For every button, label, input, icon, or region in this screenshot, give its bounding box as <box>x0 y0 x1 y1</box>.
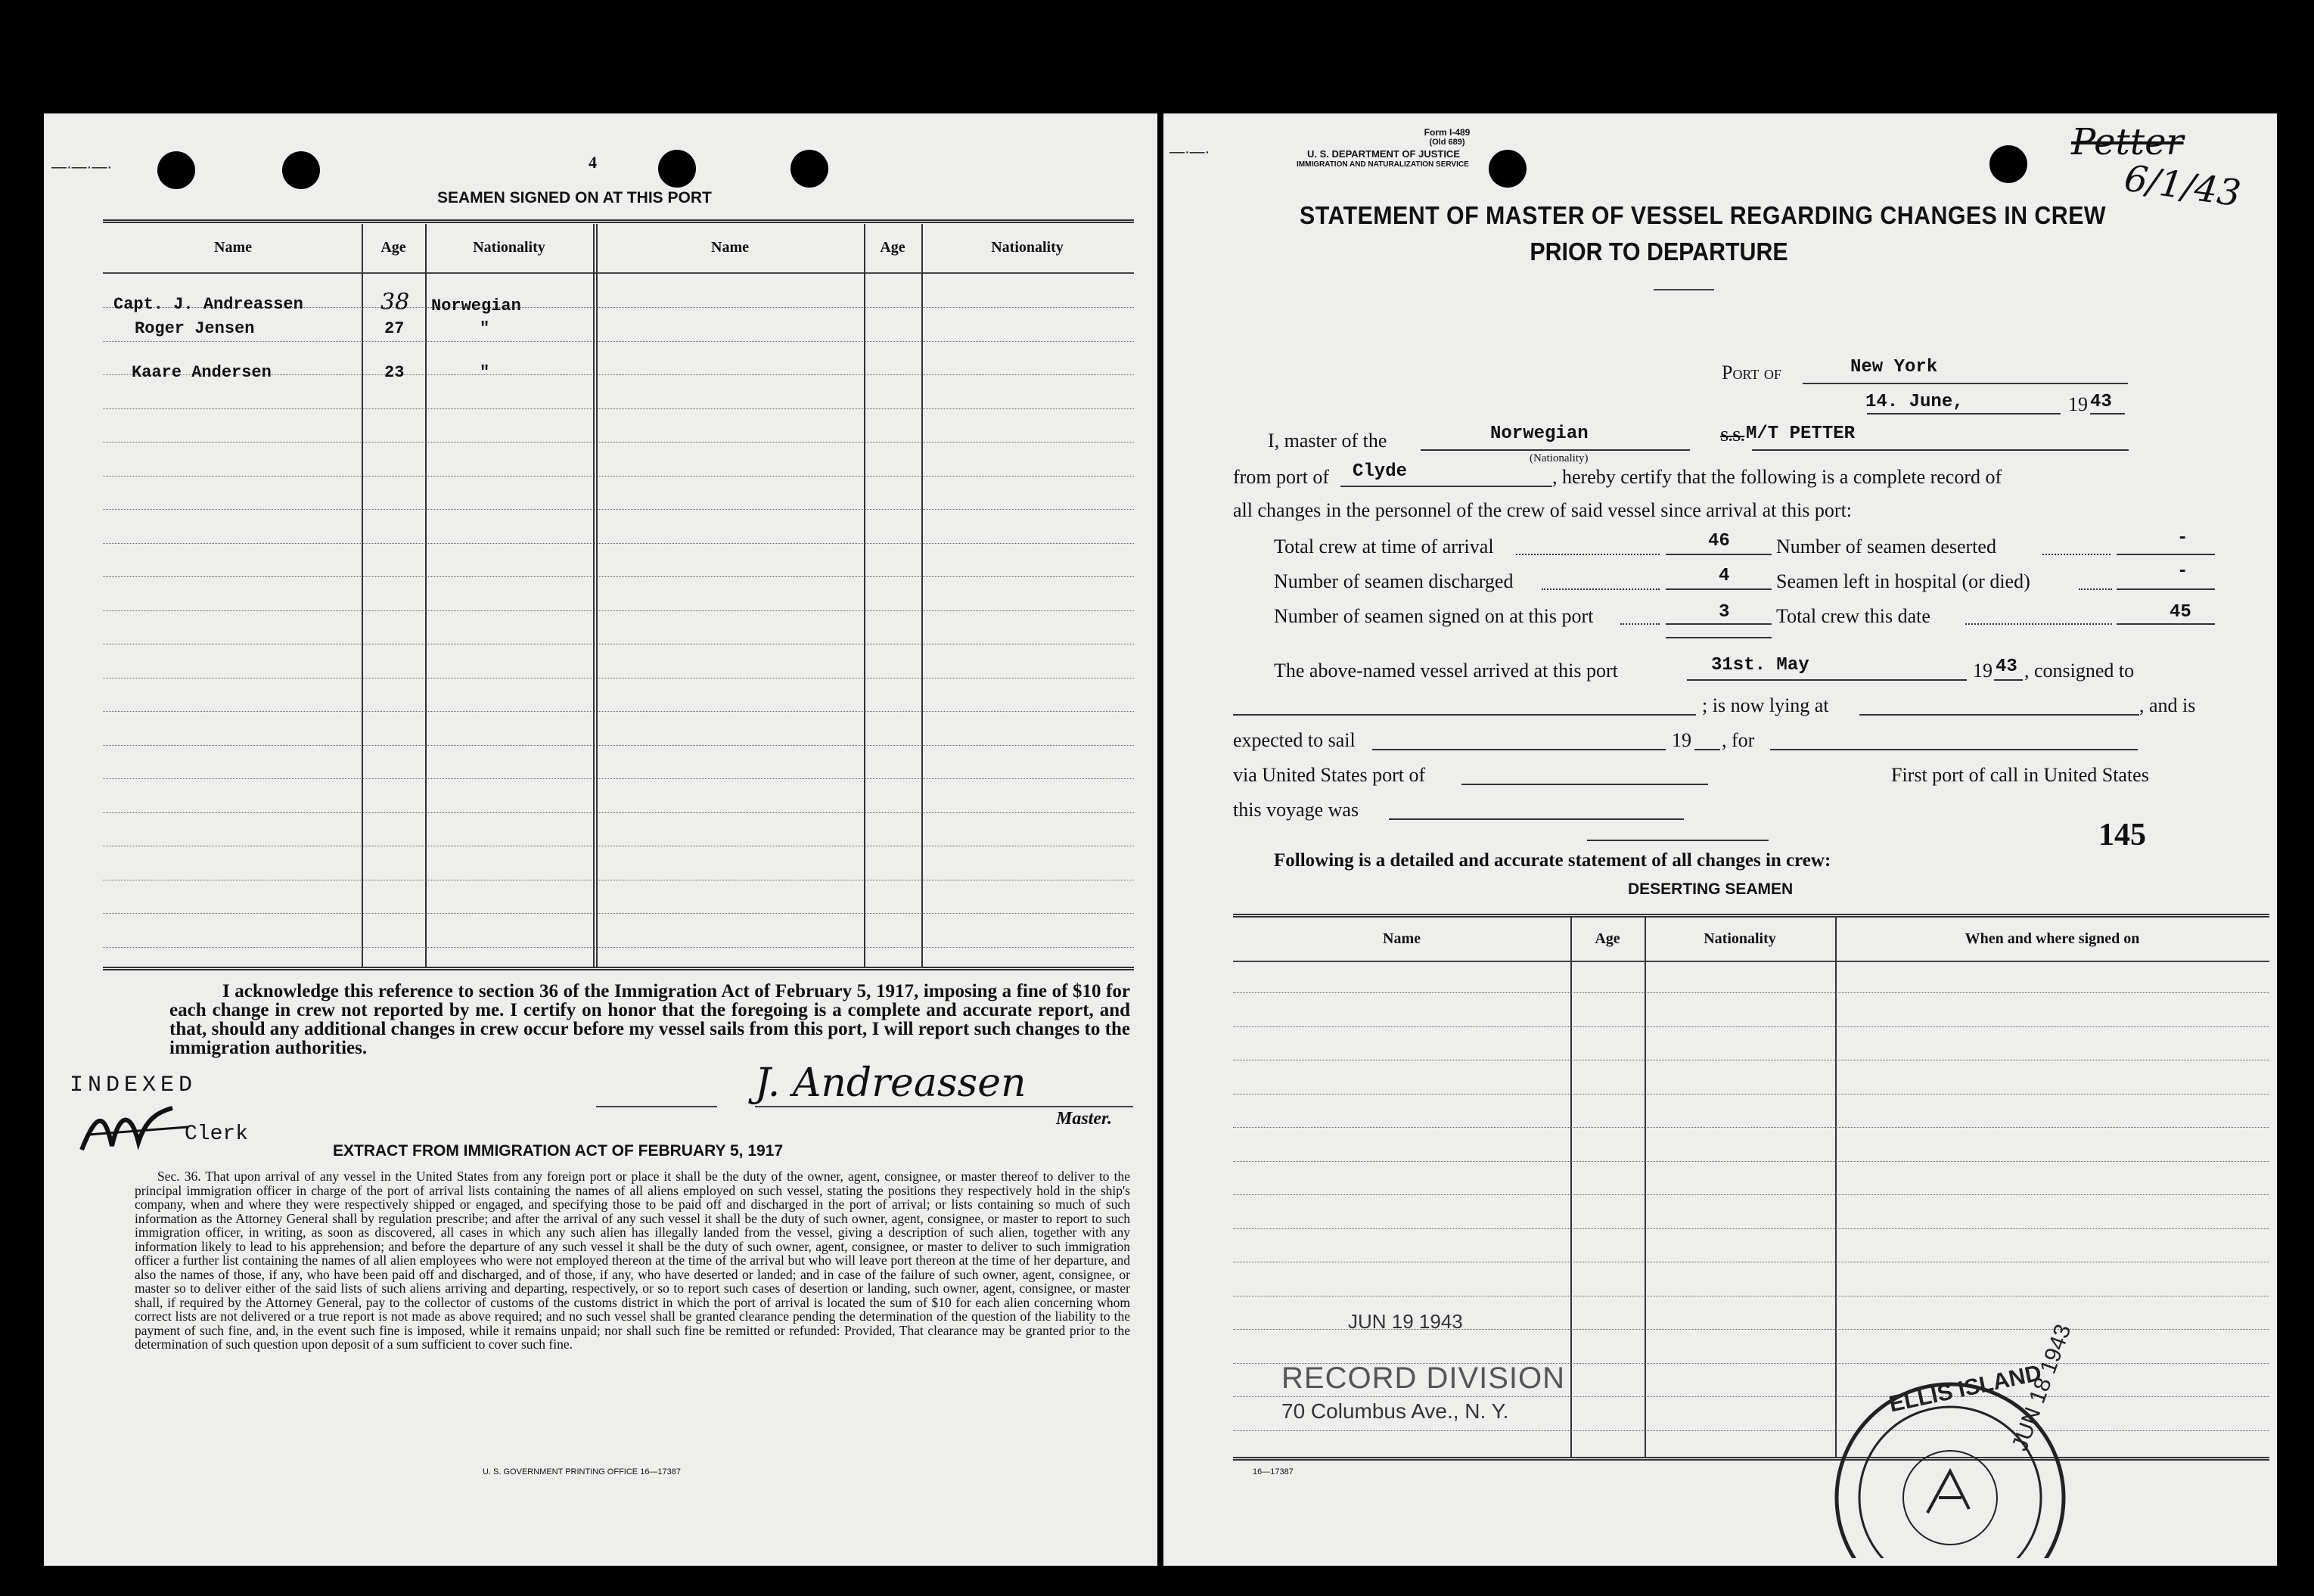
leader-dots <box>1620 623 1660 625</box>
right-page <box>1163 113 2277 1566</box>
acknowledgement-text: I acknowledge this reference to section 36 of the Immigration Act of February 5, 1917, imposing a fine of $10 for each change in crew not reported by me. I certify on honor that the foregoing is a complete and accurate report, and that, should any additional changes in crew occur before my vessel sails from this port, I will report such changes to the immigration authorities. <box>169 981 1130 1058</box>
voyage-line-2 <box>1587 840 1769 841</box>
table-title: SEAMEN SIGNED ON AT THIS PORT <box>437 189 712 206</box>
table-row-line <box>103 778 1134 779</box>
discharged-value: 4 <box>1719 566 1730 586</box>
table-row-line <box>103 913 1134 914</box>
table-row-line <box>1233 1127 2269 1128</box>
signed-on-label: Number of seamen signed on at this port <box>1274 605 1594 627</box>
col-header-age: Age <box>880 239 905 256</box>
total-crew-arrival-label: Total crew at time of arrival <box>1274 536 1494 557</box>
form-number: Form I-489 <box>1424 127 1471 138</box>
hospital-label: Seamen left in hospital (or died) <box>1776 570 2030 592</box>
via-line <box>1461 784 1708 785</box>
circle-stamp-text: ELLIS ISLAND <box>1887 1360 2044 1417</box>
master-label: Master. <box>1056 1109 1113 1129</box>
extract-title: EXTRACT FROM IMMIGRATION ACT OF FEBRUARY 5, 1917 <box>333 1142 784 1160</box>
row-nationality: " <box>480 319 490 338</box>
value-line <box>2117 588 2215 590</box>
stamped-number: 145 <box>2098 818 2146 852</box>
date-line <box>1867 413 2061 415</box>
port-value: New York <box>1850 357 1938 377</box>
pen-mark: —·—· <box>1169 144 1210 160</box>
section-36-text: Sec. 36. That upon arrival of any vessel in the United States from any foreign port or place it shall be the duty of the owner, agent, consignee, or master thereof to deliver to the principal immigration officer in charge of the port of arrival lists containing the names of all aliens employed on such vessel, stating the positions they respectively hold in the ship's company, when and where they were respectively shipped or engaged, and specifying those to be paid off and discharged in the port of arrival; or lists containing so much of such information as the Attorney General shall by regulation prescribe; and after the arrival of any such vessel it shall be the duty of such owner, agent, consignee, or master to report to such immigration officer, in writing, as soon as discovered, all cases in which any such alien has illegally landed from the vessel, giving a description of such alien, together with any information likely to lead to his apprehension; and before the departure of any such vessel it shall be the duty of such owner, agent, consignee, or master to deliver to such immigration officer a further list containing the names of all alien employees who were not employed thereon at the time of the arrival but who will leave port thereon at the time of her departure, and also the names of those, if any, who have been paid off and discharged, and of those, if any, who have deserted or landed; and in case of the failure of such owner, agent, consignee, or master so to deliver either of the said lists of such aliens arriving and departing, respectively, or so to report such cases of desertion or landing, such owner, agent, consignee, or master shall, if required by the Attorney General, pay to the collector of customs of the customs district in which the port of arrival is located the sum of $10 for each alien concerning whom correct lists are not delivered or a true report is not made as above required; and no such vessel shall be granted clearance pending the determination of the question of the liability to the payment of such fine, and, in the event such fine is imposed, while it remains unpaid; nor shall such fine be remitted or refunded: Provided, That clearance may be granted prior to the determination of such question upon deposit of a sum sufficient to cover such fine. <box>135 1169 1130 1352</box>
port-line <box>1803 383 2128 384</box>
following-text: Following is a detailed and accurate statement of all changes in crew: <box>1274 850 1831 871</box>
center-divider <box>593 224 598 967</box>
and-is-label: , and is <box>2139 694 2196 716</box>
arrived-label: The above-named vessel arrived at this port <box>1274 660 1618 682</box>
master-of-label: I, master of the <box>1268 430 1387 452</box>
table-row-line <box>103 947 1134 948</box>
row-name: Capt. J. Andreassen <box>113 295 303 314</box>
leader-dots <box>1542 588 1660 590</box>
header-rule <box>103 272 1134 274</box>
table-row-line <box>1233 1094 2269 1095</box>
table-row-line <box>103 341 1134 342</box>
row-age: 38 <box>380 289 410 315</box>
punch-hole <box>282 151 320 189</box>
indexed-stamp: INDEXED <box>70 1073 197 1098</box>
row-age: 27 <box>384 319 405 338</box>
table-row-line <box>103 543 1134 544</box>
column-divider <box>864 224 865 967</box>
arrived-value: 31st. May <box>1711 655 1809 675</box>
punch-hole <box>790 150 828 188</box>
from-port-value: Clyde <box>1353 461 1408 482</box>
year-line <box>1694 749 1720 750</box>
form-footer-number: 16—17387 <box>1253 1467 1294 1476</box>
table-bottom-rule <box>103 967 1134 970</box>
total-today-value: 45 <box>2170 602 2191 623</box>
pen-mark: —·—·—· <box>51 159 112 175</box>
expected-line <box>1372 749 1666 750</box>
total-today-label: Total crew this date <box>1776 605 1930 627</box>
lying-label: ; is now lying at <box>1702 694 1829 716</box>
punch-hole <box>1489 150 1527 188</box>
col-header-nationality: Nationality <box>473 239 545 256</box>
col-header-name: Name <box>711 239 749 256</box>
total-crew-arrival-value: 46 <box>1708 531 1730 551</box>
deserting-top-rule <box>1233 914 2269 918</box>
year-prefix: 19 <box>2068 393 2088 415</box>
row-nationality: Norwegian <box>431 297 521 315</box>
clerk-label: Clerk <box>185 1122 249 1146</box>
title-rule <box>1654 289 1714 290</box>
table-row-line <box>103 745 1134 746</box>
handwritten-vessel-name: Petter <box>2071 121 2184 163</box>
form-title-line1: STATEMENT OF MASTER OF VESSEL REGARDING CHANGES IN CREW <box>1300 201 2107 229</box>
from-port-label: from port of <box>1233 466 1330 488</box>
for-line <box>1770 749 2138 750</box>
column-divider <box>921 224 923 967</box>
expected-year: 19 <box>1672 729 1691 751</box>
sum-line <box>1666 637 1772 638</box>
year-value: 43 <box>2090 392 2112 412</box>
value-line <box>1666 623 1772 625</box>
table-row-line <box>1233 1194 2269 1195</box>
table-row-line <box>103 610 1134 611</box>
col-header-nationality: Nationality <box>1704 930 1776 947</box>
voyage-label: this voyage was <box>1233 799 1359 821</box>
deserting-header-rule <box>1233 961 2269 962</box>
col-header-age: Age <box>380 239 406 256</box>
nationality-value: Norwegian <box>1490 424 1589 444</box>
year-line <box>1994 679 2023 681</box>
discharged-label: Number of seamen discharged <box>1274 570 1514 592</box>
column-divider <box>425 224 427 967</box>
form-title-line2: PRIOR TO DEPARTURE <box>1530 238 1788 265</box>
ellis-island-stamp <box>1799 1316 2101 1558</box>
leader-dots <box>1516 554 1660 555</box>
table-row-line <box>1233 1161 2269 1162</box>
deserted-label: Number of seamen deserted <box>1776 536 1996 557</box>
value-line <box>2117 554 2215 555</box>
service: IMMIGRATION AND NATURALIZATION SERVICE <box>1297 160 1469 169</box>
printer-line: U. S. GOVERNMENT PRINTING OFFICE 16—17387 <box>483 1467 682 1476</box>
row-age: 23 <box>384 363 405 382</box>
certify-text: , hereby certify that the following is a complete record of <box>1552 466 2002 488</box>
leader-dots <box>2079 588 2112 590</box>
signed-on-value: 3 <box>1719 602 1730 623</box>
col-header-name: Name <box>214 239 252 256</box>
row-name: Kaare Andersen <box>132 363 272 382</box>
handwritten-date: 6/1/43 <box>2121 157 2244 216</box>
records-stamp-line1: RECORD DIVISION <box>1281 1362 1566 1395</box>
from-port-line <box>1340 486 1552 487</box>
table-row-line <box>1233 1026 2269 1027</box>
port-label: Port of <box>1722 362 1781 383</box>
arrived-line <box>1687 679 1967 681</box>
vessel-line <box>1752 449 2129 451</box>
voyage-line <box>1389 818 1684 820</box>
table-top-rule <box>103 219 1134 223</box>
first-port-label: First port of call in United States <box>1891 764 2149 786</box>
arrived-year: 43 <box>1996 657 2017 677</box>
deserted-value: - <box>2177 528 2188 548</box>
arrived-year-prefix: 19 <box>1973 660 1993 682</box>
expected-label: expected to sail <box>1233 729 1356 751</box>
signature-line <box>755 1106 1133 1107</box>
form-old-number: (Old 689) <box>1429 138 1465 147</box>
consigned-label: , consigned to <box>2024 660 2135 682</box>
table-row-line <box>103 576 1134 577</box>
value-line <box>1666 588 1772 590</box>
table-row-line <box>103 812 1134 813</box>
records-stamp-line2: 70 Columbus Ave., N. Y. <box>1281 1399 1509 1423</box>
signature-line <box>596 1106 717 1107</box>
page-number: 4 <box>589 153 597 172</box>
column-divider <box>1570 917 1572 1457</box>
department: U. S. DEPARTMENT OF JUSTICE <box>1307 148 1460 160</box>
row-nationality: " <box>480 363 490 382</box>
col-header-signed-on: When and where signed on <box>1965 930 2140 947</box>
circle-stamp-date: JUN 18 1943 <box>2007 1321 2076 1455</box>
table-row-line <box>103 408 1134 409</box>
punch-hole <box>1989 145 2027 183</box>
value-line <box>1666 554 1772 555</box>
year-line <box>2090 413 2125 415</box>
leader-dots <box>1965 623 2112 625</box>
for-label: , for <box>1722 729 1755 751</box>
deserting-bottom-rule <box>1233 1457 2269 1461</box>
vessel-prefix: S.S. <box>1720 428 1745 445</box>
deserting-title: DESERTING SEAMEN <box>1628 880 1794 898</box>
vessel-value: M/T PETTER <box>1746 424 1856 444</box>
punch-hole <box>157 151 195 189</box>
punch-hole <box>658 150 696 188</box>
col-header-age: Age <box>1595 930 1620 947</box>
table-row-line <box>103 509 1134 510</box>
lying-line <box>1859 714 2139 716</box>
date-stamp: JUN 19 1943 <box>1348 1310 1463 1333</box>
consignee-line <box>1233 714 1696 716</box>
date-value: 14. June, <box>1865 392 1964 412</box>
table-row-line <box>1233 1396 2269 1397</box>
master-signature: J. Andreassen <box>755 1060 1027 1106</box>
nationality-caption: (Nationality) <box>1530 452 1589 464</box>
via-label: via United States port of <box>1233 764 1426 786</box>
column-divider <box>362 224 363 967</box>
nationality-line <box>1421 449 1690 451</box>
table-row-line <box>1233 1430 2269 1431</box>
col-header-name: Name <box>1383 930 1421 947</box>
row-name: Roger Jensen <box>135 319 255 338</box>
leader-dots <box>2042 554 2111 555</box>
table-row-line <box>103 476 1134 477</box>
table-row-line <box>1233 992 2269 993</box>
col-header-nationality: Nationality <box>991 239 1064 256</box>
certify-text-2: all changes in the personnel of the crew of said vessel since arrival at this port: <box>1233 499 1853 521</box>
table-row-line <box>1233 1228 2269 1229</box>
column-divider <box>1645 917 1646 1457</box>
value-line <box>2117 623 2215 625</box>
table-row-line <box>103 711 1134 712</box>
left-page <box>44 113 1157 1566</box>
hospital-value: - <box>2177 561 2188 582</box>
